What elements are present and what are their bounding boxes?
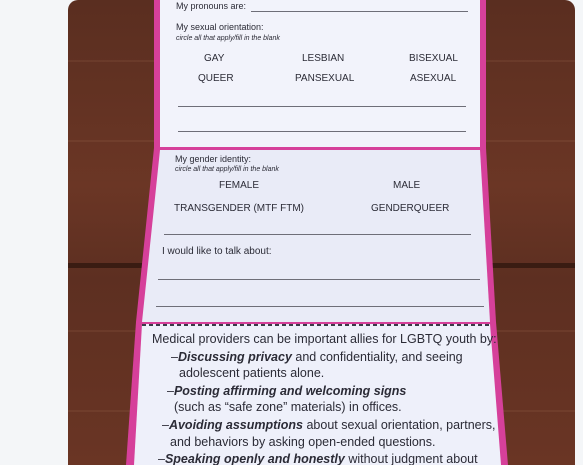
card-photo (68, 0, 575, 465)
option-female: FEMALE (219, 180, 260, 191)
providers-intro: Medical providers can be important allies for LGBTQ youth by: (152, 332, 497, 346)
option-male: MALE (393, 180, 421, 191)
talk-blank-1 (158, 279, 480, 280)
gender-blank (164, 234, 471, 235)
pronouns-label: My pronouns are: (176, 1, 247, 11)
gender-label: My gender identity: (175, 154, 252, 164)
provider-item-privacy: –Discussing privacy and confidentiality, and seeing (171, 350, 463, 364)
provider-item-assumptions-cont: and behaviors by asking open-ended questions. (170, 435, 436, 449)
option-lesbian: LESBIAN (302, 53, 345, 64)
provider-item-speaking: –Speaking openly and honestly without judgment about (158, 452, 478, 465)
provider-item-signs: –Posting affirming and welcoming signs (167, 384, 407, 398)
gender-instruction: circle all that apply/fill in the blank (175, 166, 279, 173)
option-pansexual: PANSEXUAL (295, 73, 355, 84)
provider-item-signs-cont: (such as “safe zone” materials) in offices. (174, 400, 402, 414)
orientation-instruction: circle all that apply/fill in the blank (176, 35, 280, 42)
orientation-blank-1 (178, 106, 466, 107)
talk-blank-2 (156, 306, 484, 307)
option-genderqueer: GENDERQUEER (371, 203, 450, 214)
orientation-blank-2 (178, 131, 466, 132)
orientation-label: My sexual orientation: (176, 22, 264, 32)
option-queer: QUEER (198, 73, 234, 84)
option-transgender: TRANSGENDER (MTF FTM) (174, 203, 304, 214)
provider-item-privacy-cont: adolescent patients alone. (179, 366, 325, 380)
option-gay: GAY (204, 53, 225, 64)
pronouns-blank (251, 11, 468, 12)
option-asexual: ASEXUAL (410, 73, 457, 84)
option-bisexual: BISEXUAL (409, 53, 458, 64)
provider-item-assumptions: –Avoiding assumptions about sexual orientation, partners, (162, 418, 496, 432)
talk-label: I would like to talk about: (162, 246, 272, 257)
